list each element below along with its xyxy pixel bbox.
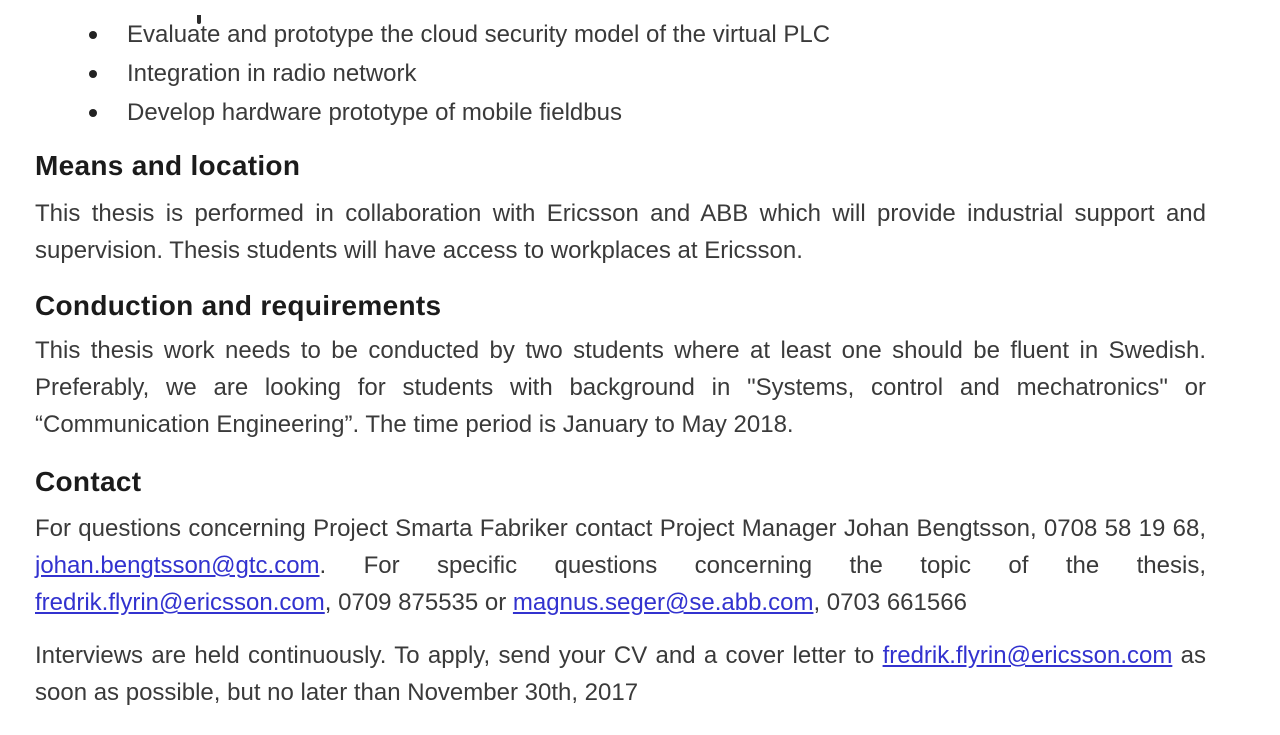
- section-heading-means-and-location: Means and location: [35, 150, 301, 181]
- email-link-fredrik-flyrin-apply[interactable]: fredrik.flyrin@ericsson.com: [882, 642, 1173, 669]
- bullet-item: [35, 15, 1206, 54]
- bullet-icon: [89, 31, 97, 39]
- text-segment: , 0703 661566: [813, 589, 967, 616]
- text-segment: as soon as possible, but no later than November 30th, 2017: [35, 642, 1207, 706]
- paragraph-contact-details: [35, 510, 1206, 621]
- email-link-fredrik-flyrin[interactable]: fredrik.flyrin@ericsson.com: [35, 589, 325, 616]
- objectives-bullet-list: [35, 15, 1206, 132]
- email-link-johan-bengtsson[interactable]: johan.bengtsson@gtc.com: [35, 552, 320, 579]
- bullet-text: Integration in radio network: [127, 60, 417, 87]
- bullet-item: [35, 54, 1206, 93]
- bullet-item: [35, 93, 1206, 132]
- text-segment: . For specific questions concerning the topic of the thesis,: [319, 552, 1206, 579]
- text-segment: For questions concerning Project Smarta Fabriker contact Project Manager Johan Bengtsson, 0708 58 19 68,: [35, 515, 1206, 542]
- email-link-magnus-seger[interactable]: magnus.seger@se.abb.com: [512, 589, 814, 616]
- bullet-text: Develop hardware prototype of mobile fieldbus: [127, 99, 622, 126]
- section-heading-conduction-and-requirements: Conduction and requirements: [35, 290, 442, 321]
- bullet-text: Evaluate and prototype the cloud security model of the virtual PLC: [127, 21, 831, 48]
- document-page: [0, 15, 1280, 735]
- paragraph-apply-instructions: [35, 637, 1206, 711]
- bullet-icon: [89, 70, 97, 78]
- bullet-icon: [89, 109, 97, 117]
- paragraph-conduction-and-requirements: This thesis work needs to be conducted by two students where at least one should be fluent in Swedish. Preferably, we are looking for students with background in "Systems, control and mechatronics" or “Communication Engineering”. The time period is January to May 2018.: [35, 337, 1206, 438]
- section-heading-contact: Contact: [35, 466, 142, 497]
- text-segment: , 0709 875535 or: [324, 589, 513, 616]
- paragraph-means-and-location: This thesis is performed in collaboration with Ericsson and ABB which will provide industrial support and supervision. Thesis students will have access to workplaces at Ericsson.: [35, 200, 1206, 264]
- text-segment: Interviews are held continuously. To apply, send your CV and a cover letter to: [35, 642, 883, 669]
